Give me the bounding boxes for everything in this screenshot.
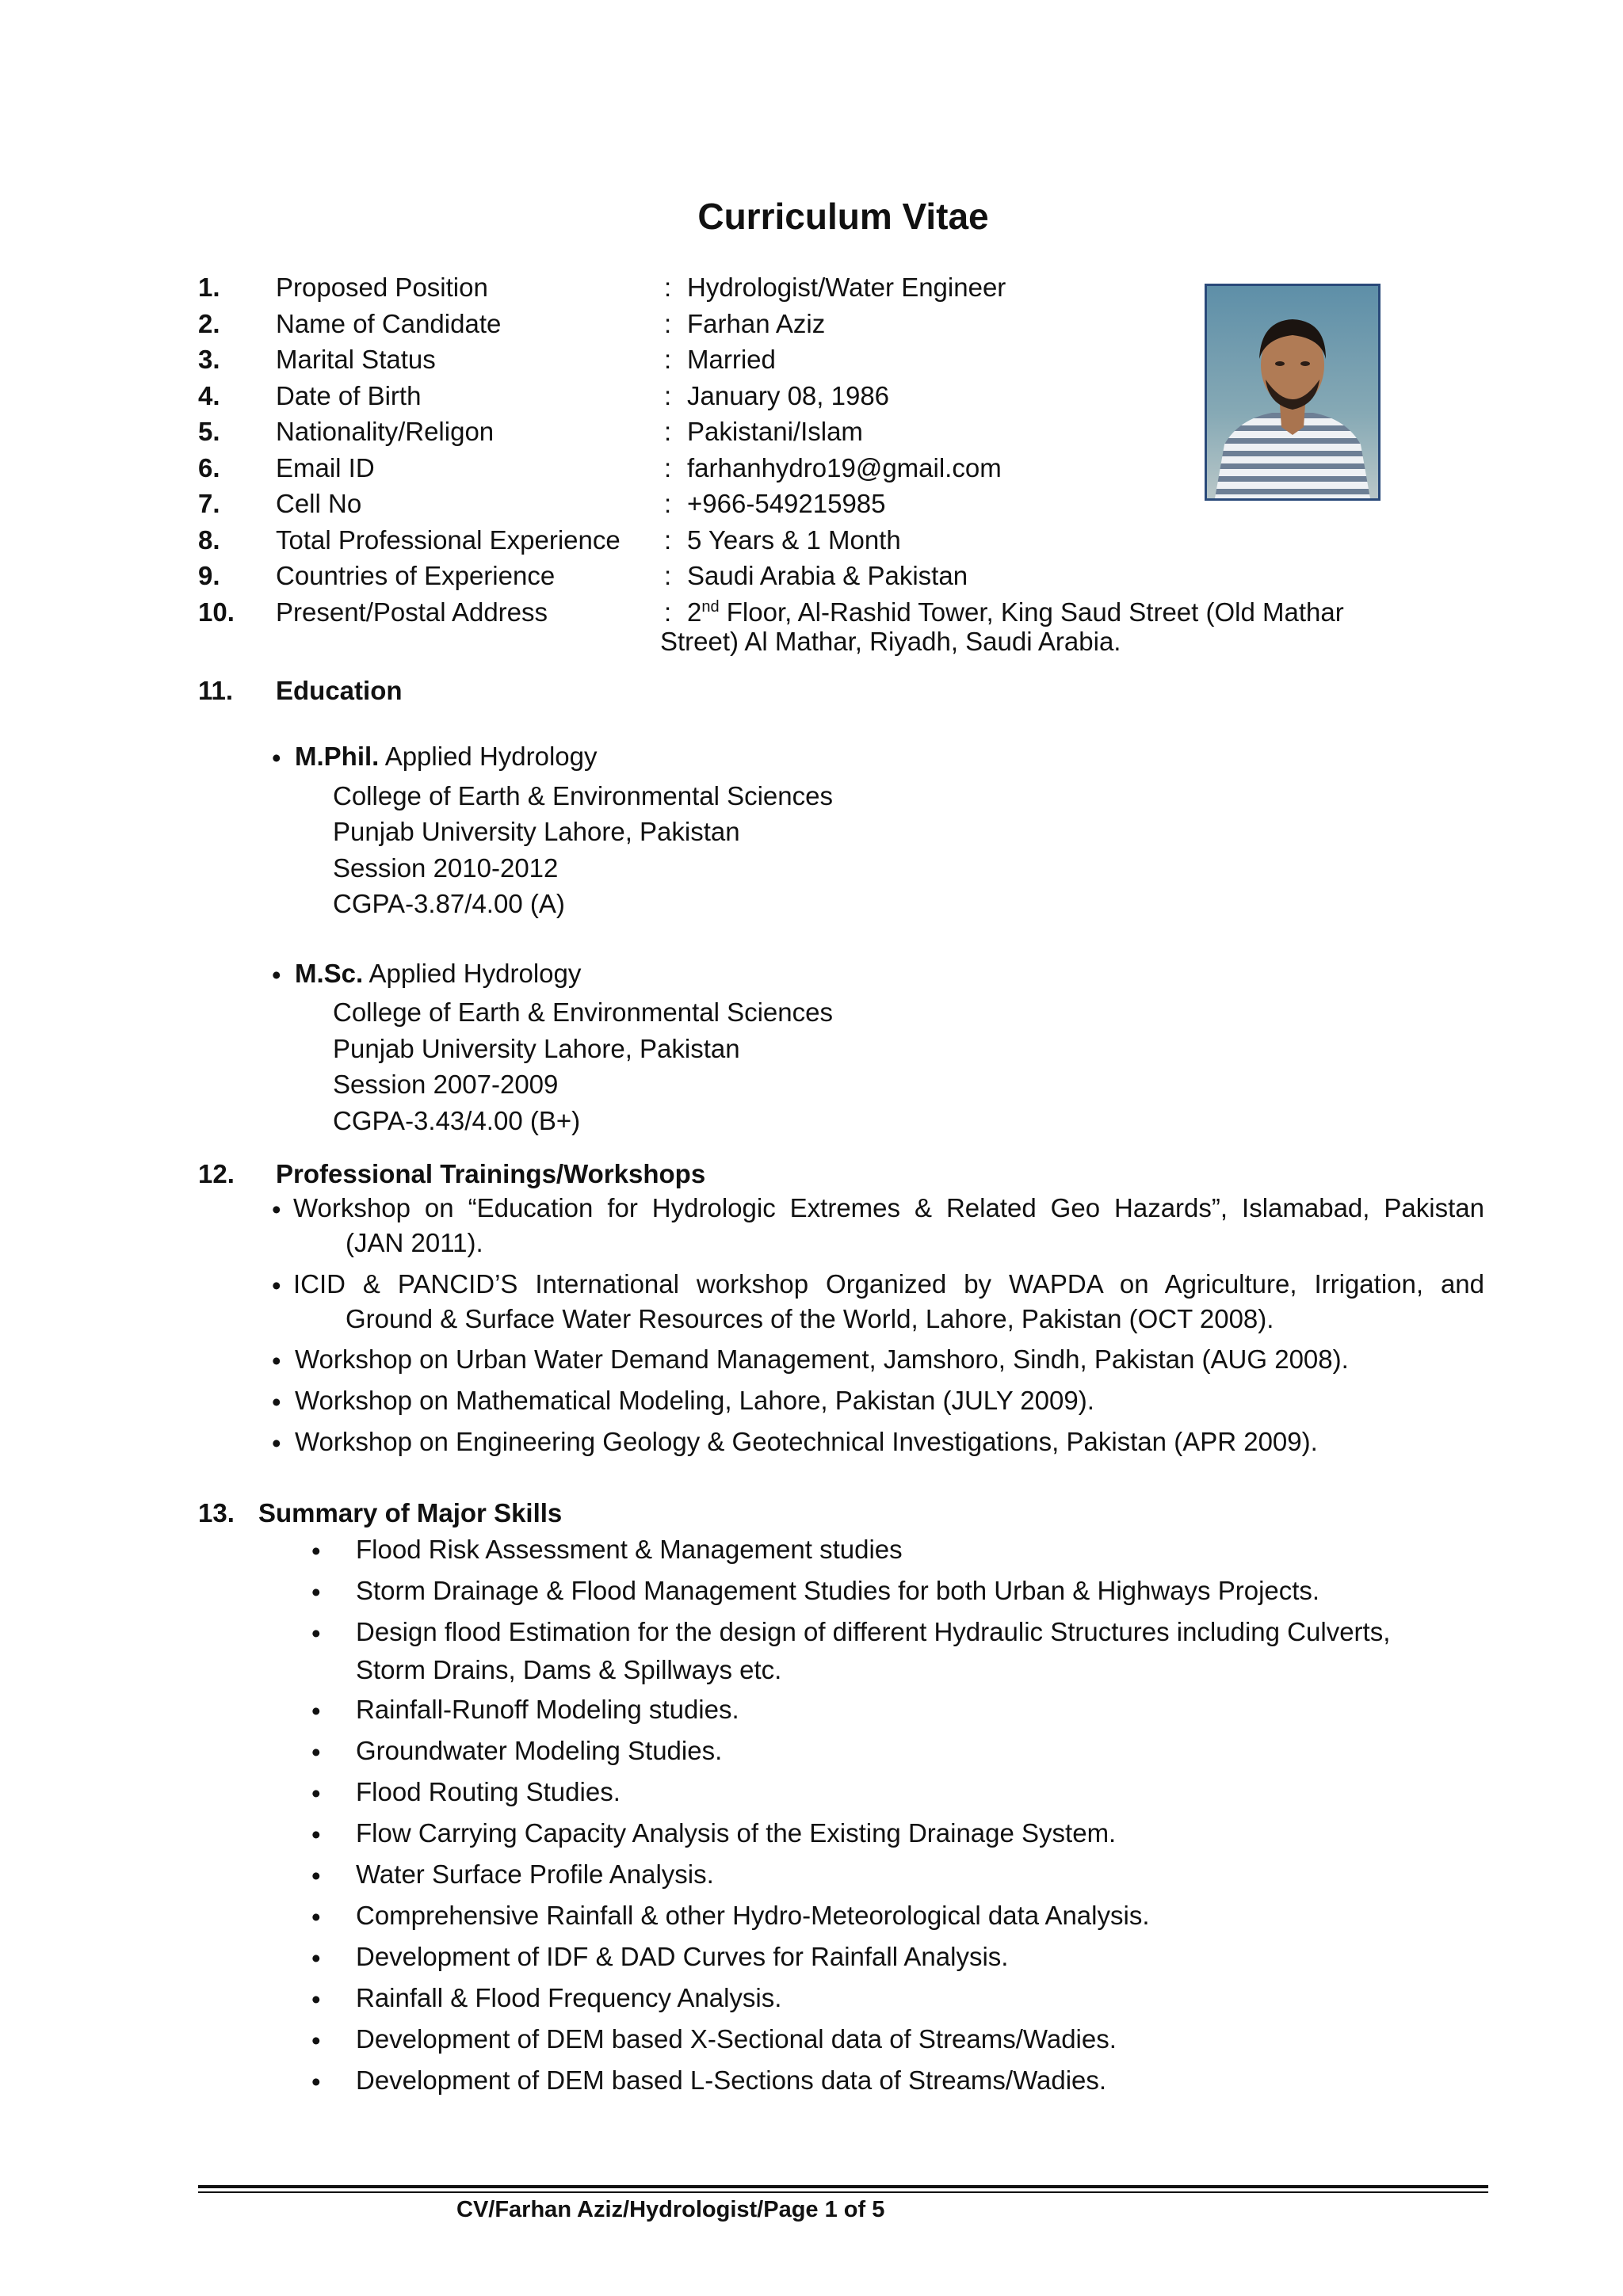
row-colon: :: [664, 453, 672, 482]
row-colon: :: [664, 561, 672, 590]
row-number: 5.: [198, 417, 220, 446]
row-colon: :: [664, 345, 672, 374]
trainings-heading: [198, 1159, 706, 1189]
bullet-icon: •: [272, 960, 281, 990]
degree-name: M.Sc.: [295, 959, 364, 988]
footer-divider: [198, 2185, 1488, 2188]
bullet-icon: •: [311, 1619, 321, 1648]
row-value: 5 Years & 1 Month: [687, 525, 901, 555]
degree-name: M.Phil.: [295, 742, 380, 771]
skill-item: Groundwater Modeling Studies.: [356, 1736, 723, 1765]
bullet-icon: •: [311, 1861, 321, 1890]
page-title: Curriculum Vitae: [697, 196, 989, 237]
skills-heading: [198, 1498, 563, 1528]
portrait-image: [1207, 286, 1378, 498]
training-item: Workshop on Urban Water Demand Management, Jamshoro, Sindh, Pakistan (AUG 2008).: [295, 1344, 1349, 1374]
skill-item: Flood Routing Studies.: [356, 1777, 621, 1806]
row-label: Countries of Experience: [276, 561, 556, 590]
training-line-2: (JAN 2011).: [346, 1228, 483, 1257]
section-title: Education: [276, 676, 403, 705]
degree-cgpa: CGPA-3.43/4.00 (B+): [333, 1106, 581, 1135]
bullet-icon: •: [311, 1696, 321, 1726]
degree-university: Punjab University Lahore, Pakistan: [333, 1034, 740, 1063]
skill-item-continued: Storm Drains, Dams & Spillways etc.: [356, 1655, 782, 1684]
skill-item: Development of DEM based X-Sectional data of Streams/Wadies.: [356, 2024, 1117, 2054]
row-label: Name of Candidate: [276, 309, 502, 338]
row-value: January 08, 1986: [687, 381, 890, 410]
row-number: 7.: [198, 489, 220, 518]
bullet-icon: •: [272, 743, 281, 772]
row-colon: :: [664, 597, 672, 627]
education-heading: [198, 676, 403, 706]
bullet-icon: •: [311, 1737, 321, 1767]
row-colon: :: [664, 381, 672, 410]
degree-university: Punjab University Lahore, Pakistan: [333, 817, 740, 846]
row-colon: :: [664, 309, 672, 338]
section-number: 13.: [198, 1498, 235, 1527]
bullet-icon: •: [272, 1387, 281, 1417]
candidate-photo: [1205, 284, 1381, 501]
degree-cgpa: CGPA-3.87/4.00 (A): [333, 889, 565, 918]
row-value: Hydrologist/Water Engineer: [687, 273, 1006, 302]
bullet-icon: •: [311, 1902, 321, 1932]
row-label: Total Professional Experience: [276, 525, 621, 555]
row-label: Proposed Position: [276, 273, 488, 302]
row-value: Farhan Aziz: [687, 309, 826, 338]
skill-item: Rainfall & Flood Frequency Analysis.: [356, 1983, 782, 2012]
skill-item: Design flood Estimation for the design of different Hydraulic Structures including Culverts,: [356, 1617, 1391, 1646]
footer-text: CV/Farhan Aziz/Hydrologist/Page 1 of 5: [456, 2197, 885, 2222]
row-value: Saudi Arabia & Pakistan: [687, 561, 968, 590]
row-value: Married: [687, 345, 776, 374]
row-value: +966-549215985: [687, 489, 886, 518]
footer-divider: [198, 2191, 1488, 2193]
degree-field: Applied Hydrology: [379, 742, 598, 771]
row-number: 8.: [198, 525, 220, 555]
skill-item: Flood Risk Assessment & Management studies: [356, 1535, 903, 1564]
degree-session: Session 2007-2009: [333, 1070, 559, 1099]
row-number: 4.: [198, 381, 220, 410]
training-item: Workshop on Engineering Geology & Geotechnical Investigations, Pakistan (APR 2009).: [295, 1427, 1318, 1456]
row-number: 3.: [198, 345, 220, 374]
row-number: 6.: [198, 453, 220, 482]
bullet-icon: •: [311, 2026, 321, 2055]
bullet-icon: •: [311, 1985, 321, 2014]
bullet-icon: •: [311, 1779, 321, 1808]
skill-item: Rainfall-Runoff Modeling studies.: [356, 1695, 739, 1724]
bullet-icon: •: [311, 2067, 321, 2096]
section-number: 12.: [198, 1159, 235, 1188]
row-value: [687, 597, 1344, 627]
degree-session: Session 2010-2012: [333, 853, 559, 883]
skill-item: Development of DEM based L-Sections data of Streams/Wadies.: [356, 2065, 1107, 2095]
bullet-icon: •: [272, 1346, 281, 1375]
training-item: [293, 1269, 1484, 1334]
training-line-1: Workshop on “Education for Hydrologic Extremes & Related Geo Hazards”, Islamabad, Pakistan: [293, 1193, 1484, 1222]
row-colon: :: [664, 417, 672, 446]
row-colon: :: [664, 273, 672, 302]
bullet-icon: •: [311, 1943, 321, 1973]
row-label: Nationality/Religon: [276, 417, 495, 446]
bullet-icon: •: [311, 1536, 321, 1566]
row-colon: :: [664, 525, 672, 555]
section-title: Summary of Major Skills: [258, 1498, 563, 1527]
skill-item: Flow Carrying Capacity Analysis of the Existing Drainage System.: [356, 1818, 1117, 1848]
row-number: 10.: [198, 597, 235, 627]
skill-item: Comprehensive Rainfall & other Hydro-Meteorological data Analysis.: [356, 1901, 1150, 1930]
degree-title: [295, 742, 598, 772]
address-ordinal-suffix: nd: [701, 598, 720, 616]
address-line-1: Floor, Al-Rashid Tower, King Saud Street (Old Mathar: [719, 597, 1344, 627]
address-floor-number: 2: [687, 597, 702, 627]
row-number: 9.: [198, 561, 220, 590]
degree-college: College of Earth & Environmental Sciences: [333, 781, 833, 810]
degree-field: Applied Hydrology: [363, 959, 582, 988]
bullet-icon: •: [272, 1195, 281, 1224]
training-line-1: ICID & PANCID’S International workshop Organized by WAPDA on Agriculture, Irrigation, and: [293, 1269, 1484, 1299]
address-line-2: Street) Al Mathar, Riyadh, Saudi Arabia.: [660, 627, 1121, 656]
skill-item: Storm Drainage & Flood Management Studies for both Urban & Highways Projects.: [356, 1576, 1320, 1605]
row-label: Present/Postal Address: [276, 597, 548, 627]
bullet-icon: •: [311, 1577, 321, 1607]
row-value: Pakistani/Islam: [687, 417, 863, 446]
skill-item: Water Surface Profile Analysis.: [356, 1859, 714, 1889]
training-item: Workshop on Mathematical Modeling, Lahore, Pakistan (JULY 2009).: [295, 1386, 1094, 1415]
email-value[interactable]: farhanhydro19@gmail.com: [687, 453, 1002, 482]
row-label: Email ID: [276, 453, 375, 482]
training-line-2: Ground & Surface Water Resources of the World, Lahore, Pakistan (OCT 2008).: [346, 1304, 1274, 1333]
row-label: Date of Birth: [276, 381, 422, 410]
bullet-icon: •: [272, 1428, 281, 1458]
training-item: [293, 1193, 1484, 1258]
bullet-icon: •: [311, 1820, 321, 1849]
row-colon: :: [664, 489, 672, 518]
row-number: 1.: [198, 273, 220, 302]
skill-item: Development of IDF & DAD Curves for Rainfall Analysis.: [356, 1942, 1009, 1971]
row-label: Cell No: [276, 489, 362, 518]
row-number: 2.: [198, 309, 220, 338]
section-title: Professional Trainings/Workshops: [276, 1159, 706, 1188]
row-label: Marital Status: [276, 345, 436, 374]
degree-college: College of Earth & Environmental Sciences: [333, 997, 833, 1027]
bullet-icon: •: [272, 1271, 281, 1300]
degree-title: [295, 959, 581, 989]
section-number: 11.: [198, 676, 234, 705]
